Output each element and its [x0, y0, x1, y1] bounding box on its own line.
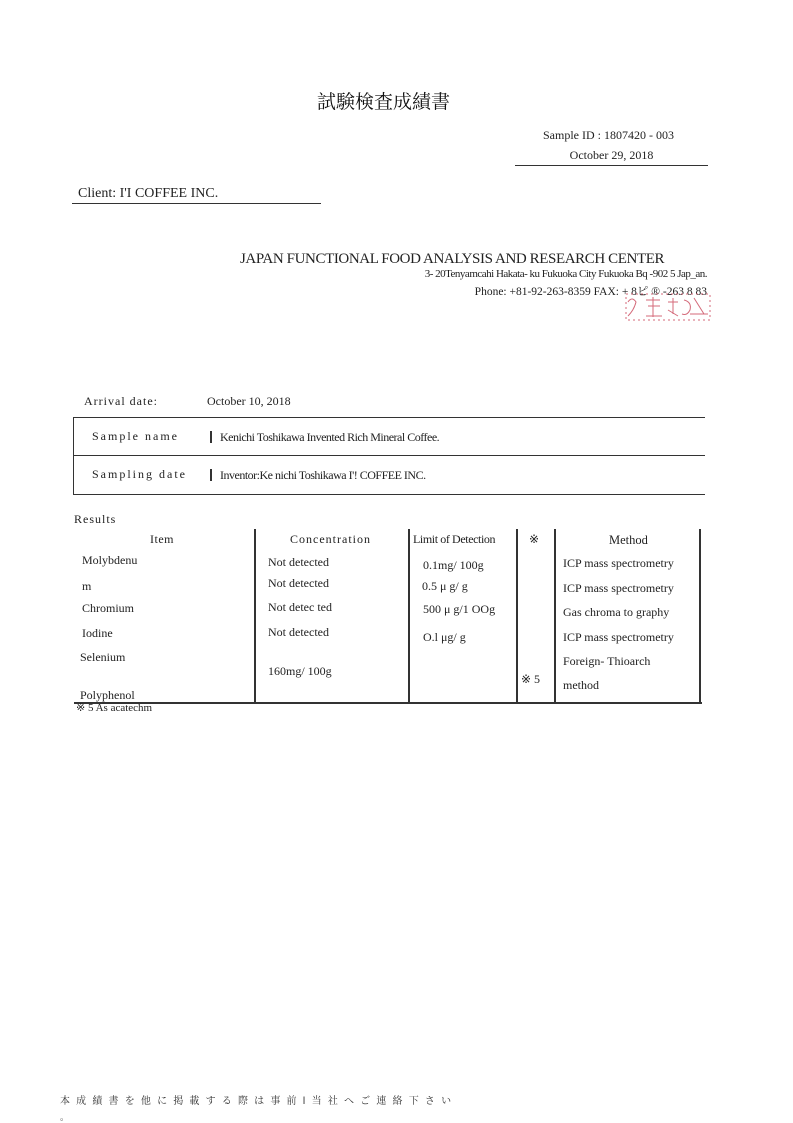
- header-limit-of-detection: Limit of Detection: [413, 532, 496, 546]
- header-item: Item: [150, 532, 174, 546]
- limit-of-detection-cell: 0.1mg/ 100g: [423, 558, 484, 572]
- concentration-cell: 160mg/ 100g: [268, 664, 332, 678]
- sampling-date-value: Inventor:Ke nichi Toshikawa I'! COFFEE INC.: [210, 469, 426, 481]
- method-cell: method: [563, 678, 599, 692]
- note-cell: ※ 5: [521, 672, 541, 686]
- seal-stamp: [624, 292, 712, 322]
- footer-note: 本 成 績 書 を 他 に 掲 載 す る 際 は 事 前 l 当 社 へ ご 連 絡 下 さ い: [60, 1096, 453, 1107]
- footnote: ※ 5 As acatechm: [76, 702, 153, 714]
- method-cell: ICP mass spectrometry: [563, 630, 674, 644]
- footer-mark: 。: [60, 1113, 70, 1123]
- results-label: Results: [74, 512, 117, 526]
- column-divider: [254, 529, 256, 702]
- item-cell: Polyphenol: [80, 688, 135, 702]
- column-divider: [408, 529, 410, 702]
- concentration-cell: Not detected: [268, 625, 329, 639]
- sampling-date-label: Sampling date: [92, 467, 187, 481]
- item-cell: Selenium: [80, 650, 126, 664]
- column-divider: [699, 529, 701, 702]
- method-cell: Gas chroma to graphy: [563, 605, 670, 619]
- sample-id: Sample ID : 1807420 - 003: [543, 128, 674, 142]
- header-note: ※: [529, 532, 540, 546]
- results-table: [74, 529, 702, 704]
- arrival-date-value: October 10, 2018: [207, 394, 291, 408]
- item-cell: Chromium: [82, 601, 135, 615]
- client-name: Client: I'I COFFEE INC.: [72, 186, 321, 204]
- document-title: 試験検査成績書: [317, 91, 451, 113]
- concentration-cell: Not detected: [268, 555, 329, 569]
- center-phone: Phone: +81-92-263-8359 FAX: + 8ピ ® -263 8 83: [474, 286, 707, 298]
- limit-of-detection-cell: 0.5 μ g/ g: [422, 579, 468, 593]
- sampling-date-row: [74, 456, 705, 493]
- method-cell: ICP mass spectrometry: [563, 556, 674, 570]
- center-address: 3- 20Tenyamcahi Hakata- ku Fukuoka City Fukuoka Bq -902 5 Jap_an.: [424, 268, 707, 280]
- report-date: October 29, 2018: [515, 148, 708, 166]
- limit-of-detection-cell: 500 μ g/1 OOg: [423, 602, 496, 616]
- sample-name-label: Sample name: [92, 429, 179, 443]
- sample-info-box: [73, 417, 705, 495]
- column-divider: [516, 529, 518, 702]
- center-name: JAPAN FUNCTIONAL FOOD ANALYSIS AND RESEARCH CENTER: [240, 251, 665, 267]
- concentration-cell: Not detected: [268, 576, 329, 590]
- limit-of-detection-cell: O.l μg/ g: [423, 630, 466, 644]
- header-method: Method: [609, 533, 648, 547]
- item-cell: Molybdenu: [82, 553, 138, 567]
- header-concentration: Concentration: [290, 532, 371, 546]
- item-cell: m: [82, 579, 92, 593]
- concentration-cell: Not detec ted: [268, 600, 332, 614]
- sample-name-row: [74, 418, 705, 456]
- item-cell: Iodine: [82, 626, 113, 640]
- sample-name-value: Kenichi Toshikawa Invented Rich Mineral Coffee.: [210, 431, 439, 443]
- method-cell: ICP mass spectrometry: [563, 581, 674, 595]
- column-divider: [554, 529, 556, 702]
- arrival-date-label: Arrival date:: [84, 394, 158, 408]
- method-cell: Foreign- Thioarch: [563, 654, 651, 668]
